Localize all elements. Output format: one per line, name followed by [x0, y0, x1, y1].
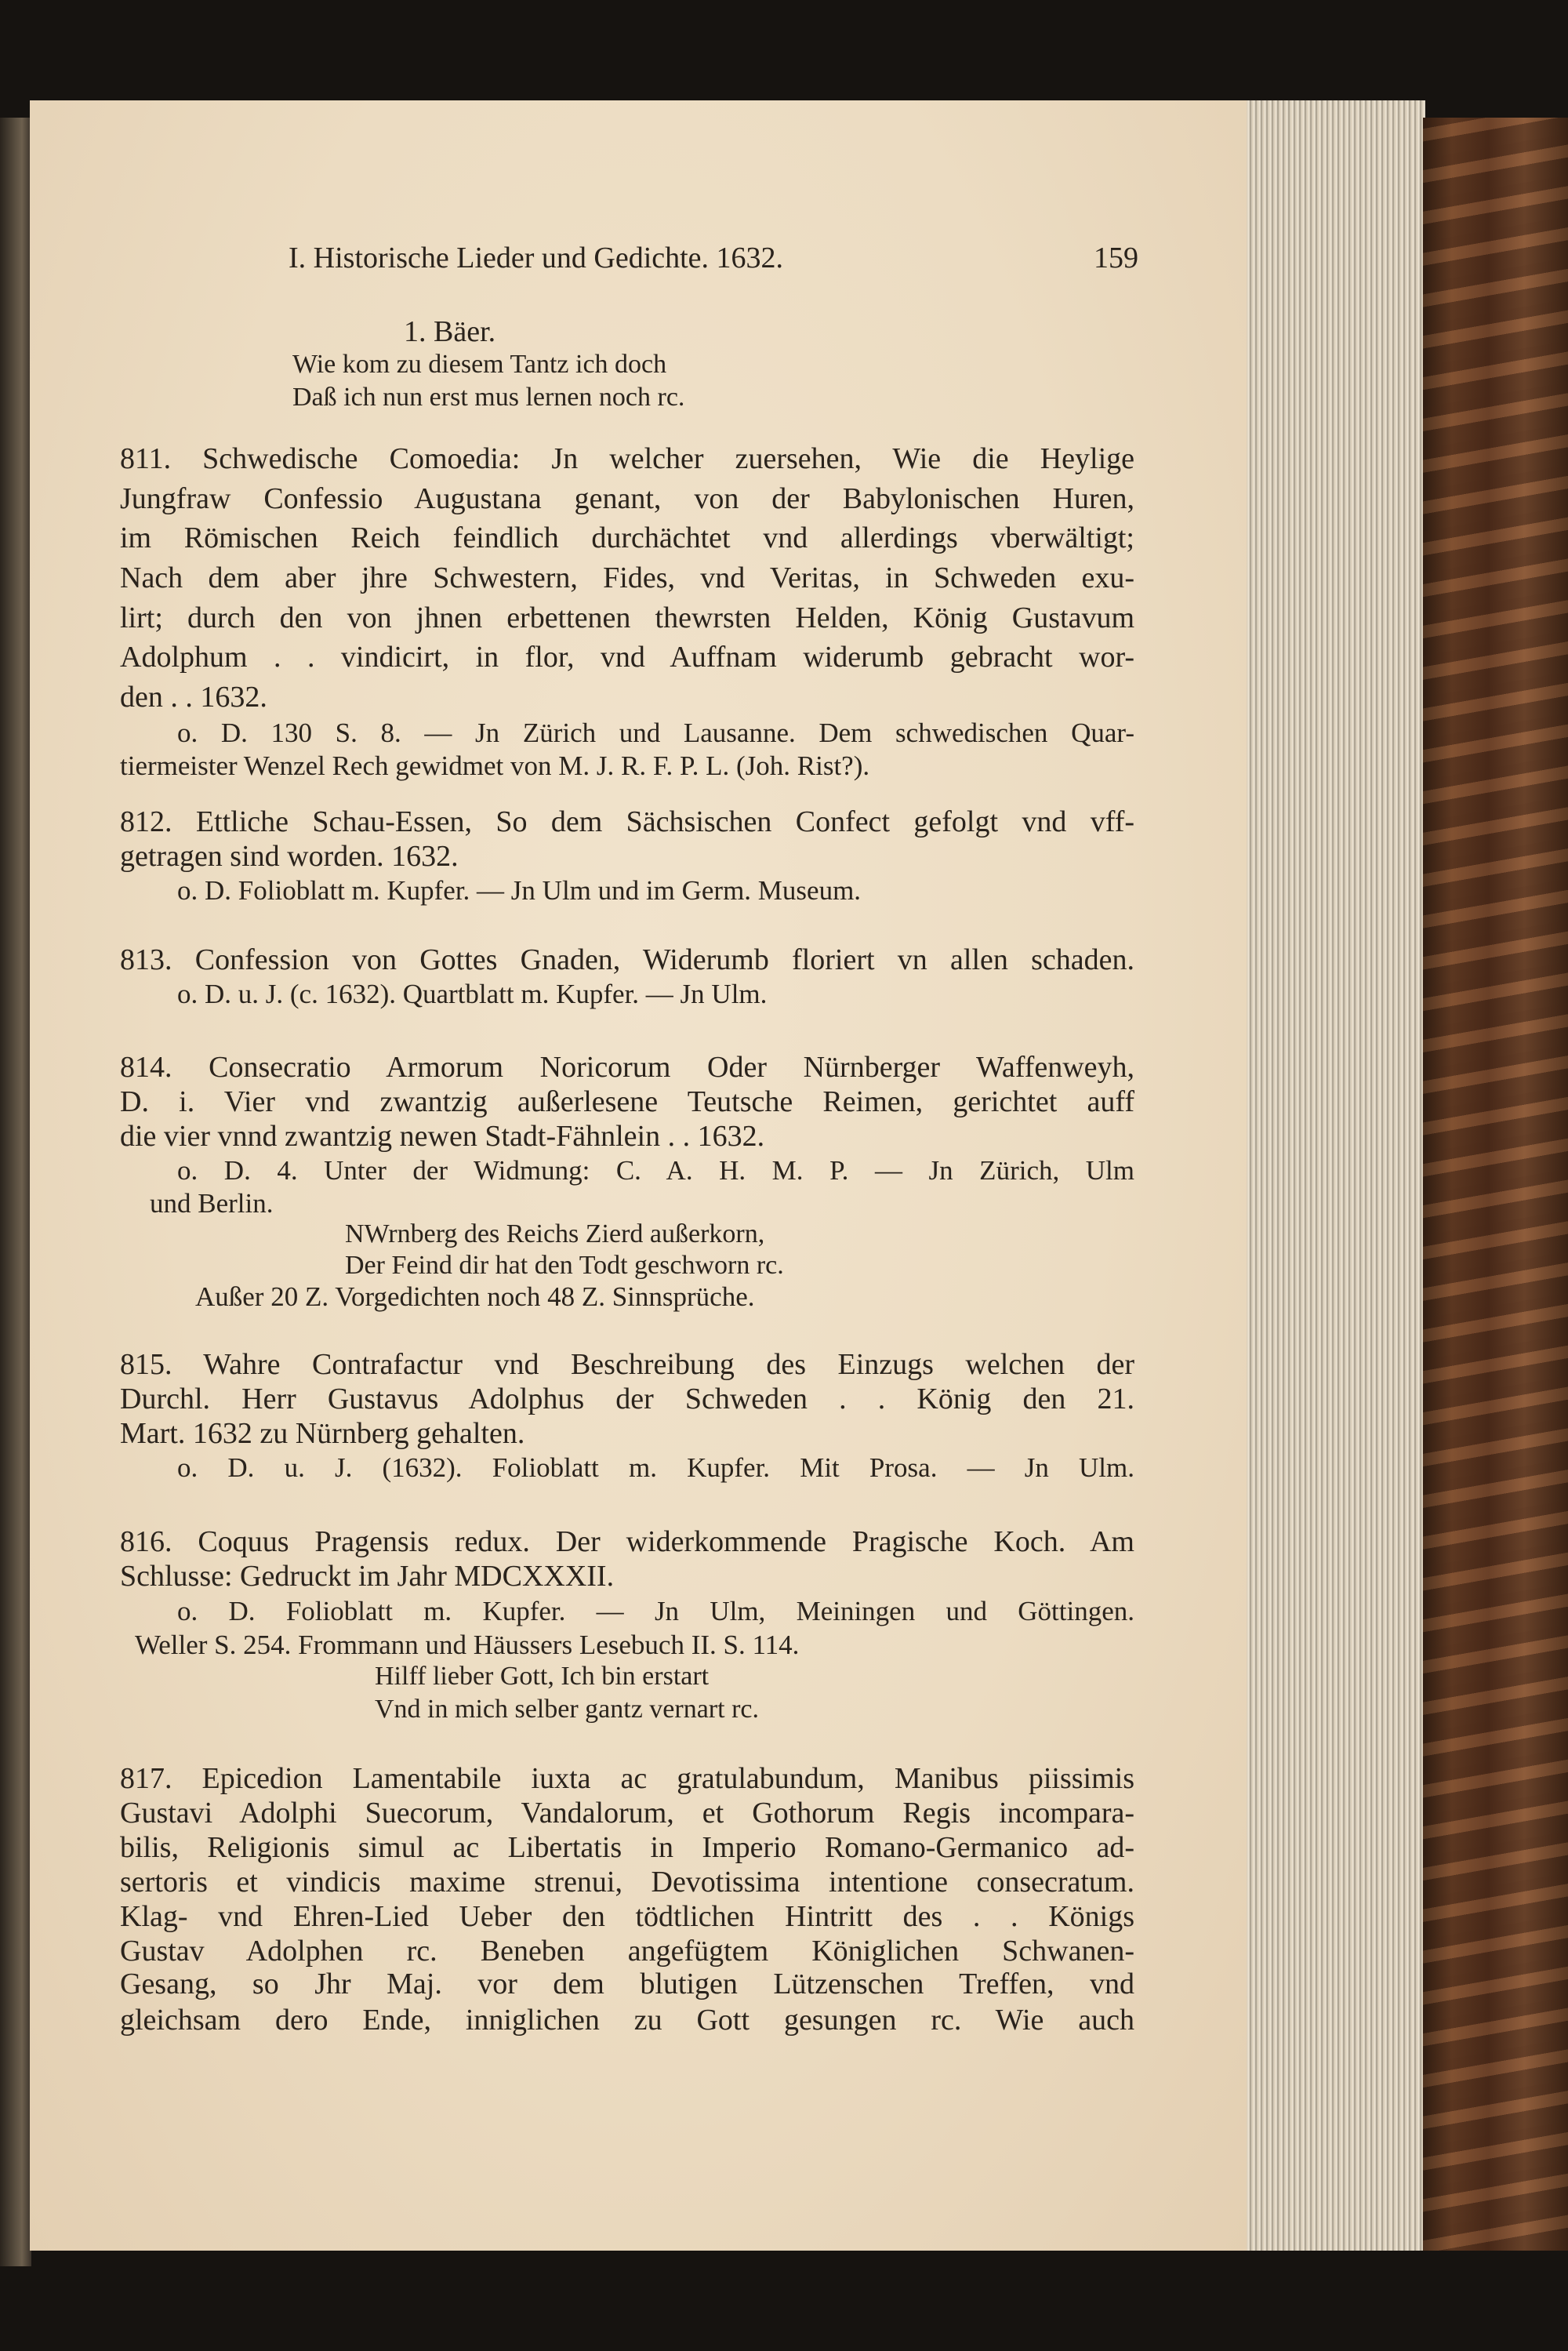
entry-note: o. D. Folioblatt m. Kupfer. — Jn Ulm, Meiningen und Göttingen.: [177, 1596, 1134, 1626]
entry-line: Klag- vnd Ehren-Lied Ueber den tödtlichen Hintritt des . . Königs: [120, 1900, 1134, 1933]
poem-line: Vnd in mich selber gantz vernart rc.: [375, 1695, 759, 1724]
entry-line: Jungfraw Confessio Augustana genant, von der Babylonischen Huren,: [120, 482, 1134, 515]
entry-line: im Römischen Reich feindlich durchächtet vnd allerdings vberwältigt;: [120, 521, 1134, 554]
entry-line: den . . 1632.: [120, 681, 267, 714]
entry-line: Nach dem aber jhre Schwestern, Fides, vnd Veritas, in Schweden exu-: [120, 561, 1134, 594]
entry-line: 812. Ettliche Schau-Essen, So dem Sächsischen Confect gefolgt vnd vff-: [120, 805, 1134, 838]
poem-line: Daß ich nun erst mus lernen noch rc.: [292, 383, 685, 412]
intro-poem-title: 1. Bäer.: [404, 315, 496, 348]
entry-line: die vier vnnd zwantzig newen Stadt-Fähnlein . . 1632.: [120, 1120, 765, 1153]
entry-line: lirt; durch den von jhnen erbettenen thewrsten Helden, König Gustavum: [120, 601, 1134, 634]
poem-line: Wie kom zu diesem Tantz ich doch: [292, 350, 667, 379]
poem-line: NWrnberg des Reichs Zierd außerkorn,: [345, 1219, 765, 1248]
poem-line: Hilff lieber Gott, Ich bin erstart: [375, 1662, 710, 1691]
entry-line: Mart. 1632 zu Nürnberg gehalten.: [120, 1417, 525, 1450]
entry-line: sertoris et vindicis maxime strenui, Devotissima intentione consecratum.: [120, 1866, 1134, 1899]
entry-note: o. D. 4. Unter der Widmung: C. A. H. M. P. — Jn Zürich, Ulm: [177, 1155, 1134, 1186]
page-edges: [1247, 100, 1425, 2251]
entry-line: Adolphum . . vindicirt, in flor, vnd Auffnam widerumb gebracht wor-: [120, 641, 1134, 674]
entry-line: Gesang, so Jhr Maj. vor dem blutigen Lützenschen Treffen, vnd: [120, 1968, 1134, 2000]
entry-line: Gustavi Adolphi Suecorum, Vandalorum, et Gothorum Regis incompara-: [120, 1797, 1134, 1830]
page-number: 159: [1094, 242, 1138, 274]
entry-note: o. D. u. J. (1632). Folioblatt m. Kupfer. Mit Prosa. — Jn Ulm.: [177, 1452, 1134, 1483]
entry-note: tiermeister Wenzel Rech gewidmet von M. J. R. F. P. L. (Joh. Rist?).: [120, 750, 870, 781]
entry-note: o. D. u. J. (c. 1632). Quartblatt m. Kupfer. — Jn Ulm.: [177, 979, 768, 1009]
entry-line: Schlusse: Gedruckt im Jahr MDCXXXII.: [120, 1560, 615, 1593]
running-title: I. Historische Lieder und Gedichte. 1632.: [289, 242, 784, 274]
entry-note: o. D. 130 S. 8. — Jn Zürich und Lausanne. Dem schwedischen Quar-: [177, 718, 1134, 748]
book-cover: [1423, 118, 1568, 2251]
entry-line: D. i. Vier vnd zwantzig außerlesene Teutsche Reimen, gerichtet auff: [120, 1085, 1134, 1118]
entry-line: gleichsam dero Ende, inniglichen zu Gott gesungen rc. Wie auch: [120, 2004, 1134, 2037]
entry-note: und Berlin.: [150, 1188, 274, 1219]
entry-note: o. D. Folioblatt m. Kupfer. — Jn Ulm und im Germ. Museum.: [177, 875, 862, 906]
entry-line: 815. Wahre Contrafactur vnd Beschreibung des Einzugs welchen der: [120, 1348, 1134, 1381]
entry-line: 814. Consecratio Armorum Noricorum Oder Nürnberger Waffenweyh,: [120, 1051, 1134, 1084]
entry-line: getragen sind worden. 1632.: [120, 840, 459, 873]
entry-note: Außer 20 Z. Vorgedichten noch 48 Z. Sinnsprüche.: [195, 1281, 755, 1312]
entry-line: Durchl. Herr Gustavus Adolphus der Schweden . . König den 21.: [120, 1383, 1134, 1415]
entry-note: Weller S. 254. Frommann und Häussers Lesebuch II. S. 114.: [135, 1630, 800, 1660]
entry-line: 813. Confession von Gottes Gnaden, Widerumb floriert vn allen schaden.: [120, 943, 1134, 976]
entry-line: 817. Epicedion Lamentabile iuxta ac gratulabundum, Manibus piissimis: [120, 1762, 1134, 1795]
facing-page-edge: [0, 118, 31, 2266]
poem-line: Der Feind dir hat den Todt geschworn rc.: [345, 1251, 784, 1280]
entry-line: 811. Schwedische Comoedia: Jn welcher zuersehen, Wie die Heylige: [120, 442, 1134, 475]
entry-line: Gustav Adolphen rc. Beneben angefügtem Königlichen Schwanen-: [120, 1935, 1134, 1968]
entry-line: bilis, Religionis simul ac Libertatis in Imperio Romano-Germanico ad-: [120, 1831, 1134, 1864]
entry-line: 816. Coquus Pragensis redux. Der widerkommende Pragische Koch. Am: [120, 1525, 1134, 1558]
